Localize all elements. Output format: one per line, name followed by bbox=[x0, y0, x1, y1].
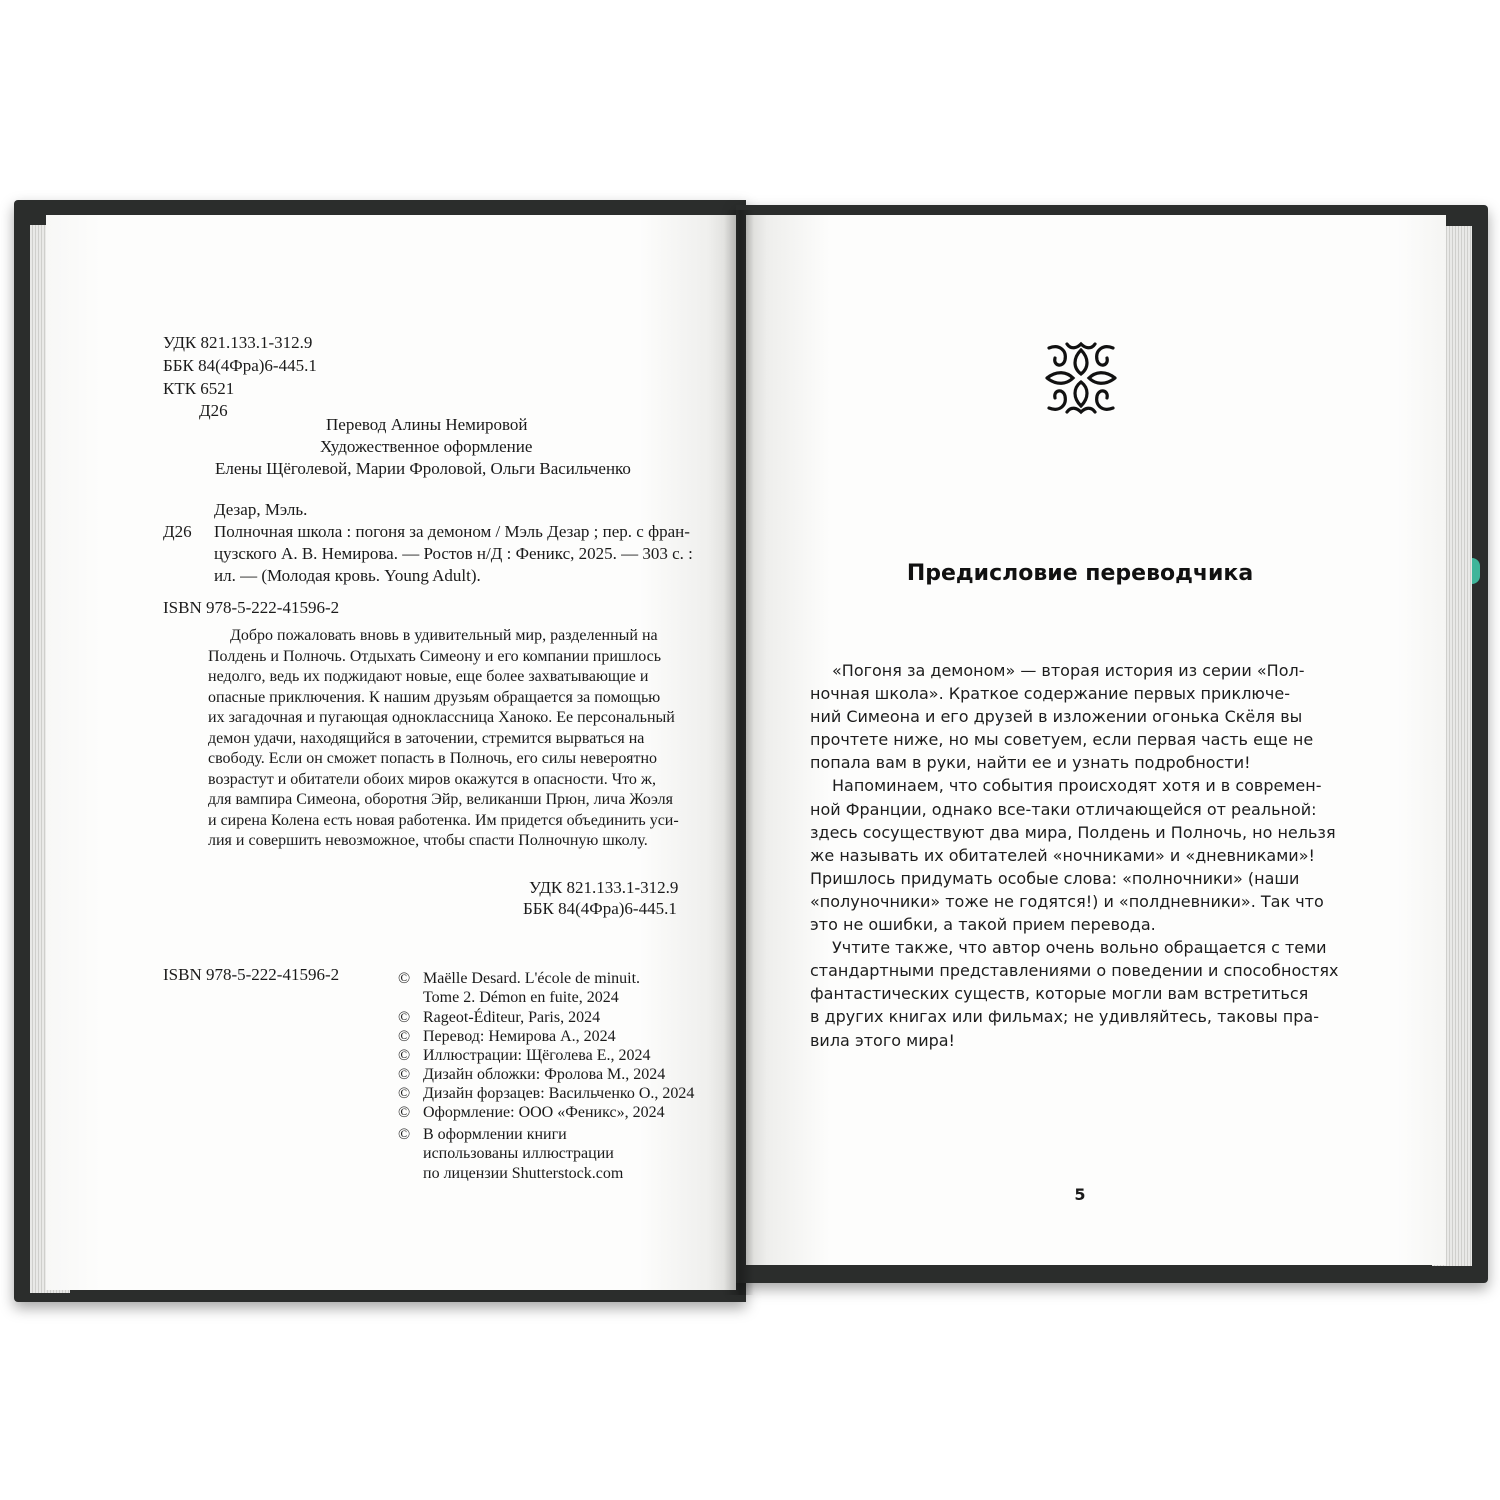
preface-line: ний Симеона и его друзей в изложении огонька Скёля вы bbox=[810, 707, 1303, 727]
bbk-bottom: ББК 84(4Фра)6-445.1 bbox=[523, 899, 677, 918]
preface-line: в других книгах или фильмах; не удивляйтесь, таковы пра- bbox=[810, 1007, 1319, 1027]
annotation-line: демон удачи, находящийся в заточении, стремится вырваться на bbox=[208, 729, 645, 747]
credit-translation: Перевод Алины Немировой bbox=[326, 415, 528, 434]
copyright-line: Tome 2. Démon en fuite, 2024 bbox=[423, 989, 619, 1006]
preface-line: ночная школа». Краткое содержание первых приключе- bbox=[810, 684, 1290, 704]
isbn-top: ISBN 978-5-222-41596-2 bbox=[163, 598, 340, 617]
author-mark-top: Д26 bbox=[199, 401, 228, 420]
bib-line-2: цузского А. В. Немирова. — Ростов н/Д : Феникс, 2025. — 303 с. : bbox=[214, 544, 693, 563]
annotation-line: свободу. Если он сможет попасть в Полночь, его силы невероятно bbox=[208, 750, 658, 767]
bib-line-1: Полночная школа : погоня за демоном / Мэль Дезар ; пер. с фран- bbox=[214, 522, 690, 541]
page-heading: Предисловие переводчика bbox=[906, 561, 1254, 586]
copyright-line: Перевод: Немирова А., 2024 bbox=[423, 1028, 616, 1045]
ktk-code: КТК 6521 bbox=[163, 379, 235, 398]
preface-line: фантастических существ, которые могли вам встретиться bbox=[810, 984, 1309, 1004]
copyright-line: Оформление: ООО «Феникс», 2024 bbox=[423, 1104, 665, 1121]
preface-line: вила этого мира! bbox=[810, 1030, 955, 1050]
isbn-bottom: ISBN 978-5-222-41596-2 bbox=[163, 965, 340, 984]
annotation-line: и сирена Колена есть новая работенка. Им придется объединить уси- bbox=[208, 811, 679, 829]
preface-line: ной Франции, однако все-таки отличающейся от реальной: bbox=[810, 799, 1317, 819]
annotation-line: Добро пожаловать вновь в удивительный мир, разделенный на bbox=[230, 627, 658, 644]
preface-line: попала вам в руки, найти ее и узнать подробности! bbox=[810, 753, 1251, 773]
annotation-line: их загадочная и пугающая одноклассница Ханоко. Ее персональный bbox=[208, 709, 675, 726]
preface-line: Учтите также, что автор очень вольно обращается с теми bbox=[832, 938, 1327, 958]
copyright-symbol: © bbox=[398, 1104, 411, 1121]
copyright-line: Maëlle Desard. L'école de minuit. bbox=[423, 970, 641, 987]
preface-line: Напоминаем, что события происходят хотя и в современ- bbox=[832, 776, 1322, 796]
copyright-line: по лицензии Shutterstock.com bbox=[423, 1165, 624, 1182]
preface-line: это не ошибки, а такой прием перевода. bbox=[810, 915, 1156, 935]
author-heading: Дезар, Мэль. bbox=[214, 500, 308, 519]
annotation-line: для вампира Симеона, оборотня Эйр, великанши Прюн, лича Жоэля bbox=[208, 791, 673, 808]
book-gutter bbox=[724, 210, 754, 1295]
page-number: 5 bbox=[1074, 1185, 1086, 1204]
bbk-top: ББК 84(4Фра)6-445.1 bbox=[163, 356, 317, 375]
copyright-symbol: © bbox=[398, 1085, 411, 1102]
credit-design-title: Художественное оформление bbox=[320, 437, 533, 456]
annotation-line: недолго, ведь их поджидают новые, еще более захватывающие и bbox=[208, 668, 649, 685]
copyright-symbol: © bbox=[398, 970, 411, 987]
annotation bbox=[208, 626, 681, 852]
preface-line: здесь сосуществуют два мира, Полдень и Полночь, но нельзя bbox=[810, 822, 1336, 842]
preface-line: стандартными представлениями о поведении и способностях bbox=[810, 961, 1339, 981]
annotation-line: лия и совершить невозможное, чтобы спасти Полночную школу. bbox=[208, 832, 648, 849]
author-mark: Д26 bbox=[163, 522, 192, 541]
annotation-line: возрастут и обитатели обоих миров окажутся в опасности. Что ж, bbox=[208, 770, 656, 788]
annotation-line: опасные приключения. К нашим друзьям обращается за помощью bbox=[208, 688, 661, 706]
udk-top: УДК 821.133.1-312.9 bbox=[163, 333, 313, 352]
copyright-line: Иллюстрации: Щёголева Е., 2024 bbox=[423, 1047, 651, 1064]
preface-line: «Погоня за демоном» — вторая история из серии «Пол- bbox=[832, 661, 1305, 680]
preface-text bbox=[810, 659, 1355, 1052]
copyright-symbol: © bbox=[398, 1028, 411, 1045]
copyright-symbol: © bbox=[398, 1066, 411, 1083]
copyright-line: Rageot-Éditeur, Paris, 2024 bbox=[423, 1009, 601, 1026]
credit-designers: Елены Щёголевой, Марии Фроловой, Ольги Васильченко bbox=[215, 459, 631, 478]
copyright-line: Дизайн обложки: Фролова М., 2024 bbox=[423, 1066, 666, 1083]
preface-line: «полуночники» тоже не годятся!) и «полдневники». Так что bbox=[810, 891, 1324, 911]
copyright-symbol: © bbox=[398, 1126, 411, 1143]
ornament-icon bbox=[1043, 340, 1119, 416]
udk-bottom: УДК 821.133.1-312.9 bbox=[529, 878, 679, 897]
bib-line-3: ил. — (Молодая кровь. Young Adult). bbox=[214, 566, 481, 585]
copyright-line: В оформлении книги bbox=[423, 1126, 567, 1143]
preface-line: Пришлось придумать особые слова: «полночники» (наши bbox=[810, 868, 1300, 888]
copyright-line: Дизайн форзацев: Васильченко О., 2024 bbox=[423, 1085, 695, 1102]
preface-line: прочтете ниже, но мы советуем, если первая часть еще не bbox=[810, 730, 1314, 750]
copyright-symbol: © bbox=[398, 1009, 411, 1026]
copyright-line: использованы иллюстрации bbox=[423, 1145, 614, 1162]
preface-line: же называть их обитателей «ночниками» и «дневниками»! bbox=[810, 845, 1315, 865]
annotation-line: Полдень и Полночь. Отдыхать Симеону и его компании пришлось bbox=[208, 647, 662, 665]
copyright-symbol: © bbox=[398, 1047, 411, 1064]
